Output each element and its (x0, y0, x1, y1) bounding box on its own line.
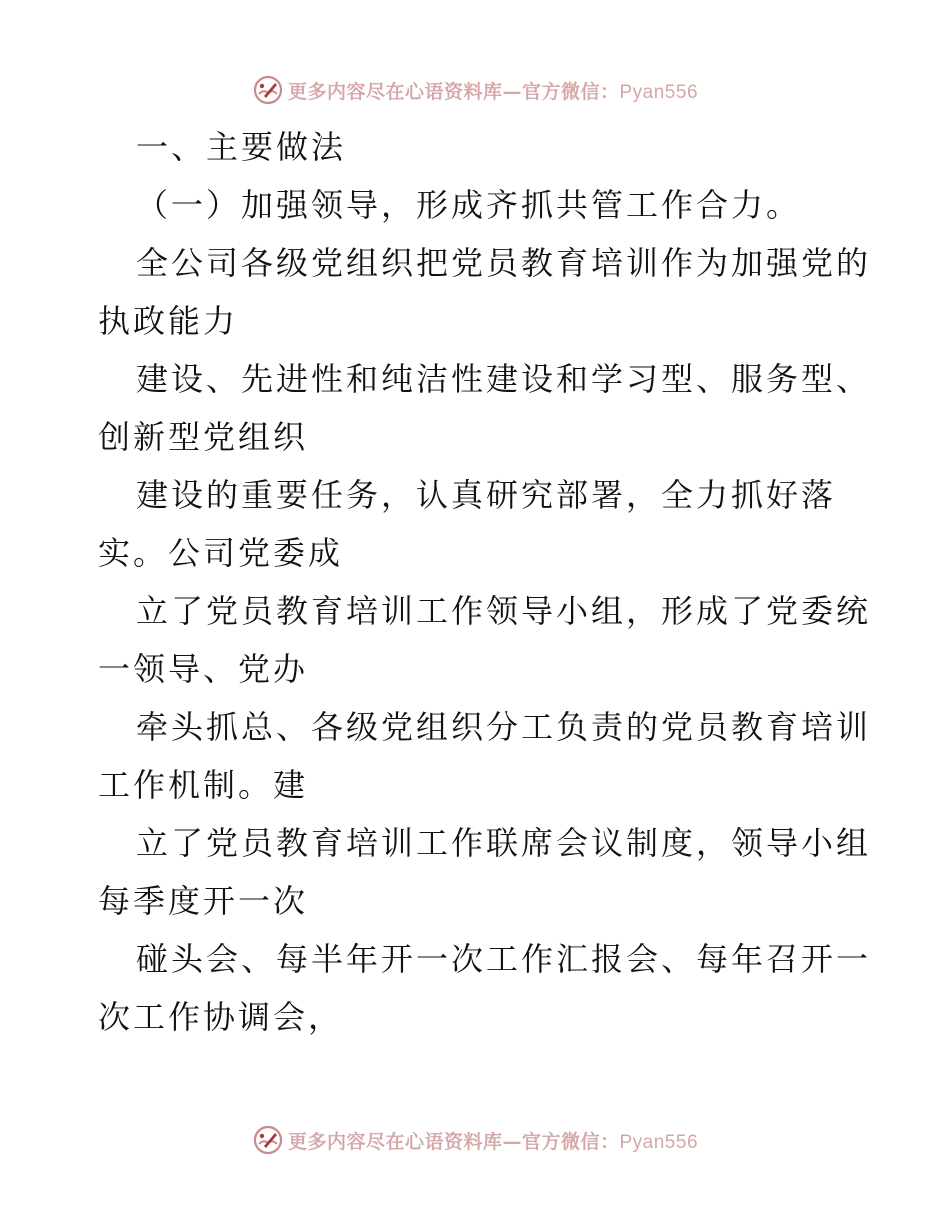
subsection-heading: （一）加强领导，形成齐抓共管工作合力。 (136, 186, 802, 224)
watermark-wechat-label: 官方微信： (521, 1130, 620, 1153)
paragraph-line: 牵头抓总、各级党组织分工负责的党员教育培训 (136, 708, 872, 746)
footer-watermark (0, 1122, 950, 1158)
watermark-text (288, 77, 698, 104)
document-body (98, 118, 872, 1046)
paragraph-line: 全公司各级党组织把党员教育培训作为加强党的 (136, 244, 872, 282)
paragraph-line: 立了党员教育培训工作领导小组，形成了党委统 (136, 592, 872, 630)
paragraph-line: 执政能力 (98, 302, 239, 340)
paragraph-line: 建设的重要任务，认真研究部署，全力抓好落 (136, 476, 837, 514)
paragraph-line: 工作机制。建 (98, 766, 309, 804)
paragraph-line: 建设、先进性和纯洁性建设和学习型、服务型、 (136, 360, 872, 398)
watermark-text (288, 1127, 698, 1154)
book-pen-logo-icon (252, 74, 284, 106)
paragraph-line: 实。公司党委成 (98, 534, 344, 572)
paragraph-line: 次工作协调会， (98, 998, 344, 1036)
paragraph-line: 每季度开一次 (98, 882, 309, 920)
paragraph-line: 碰头会、每半年开一次工作汇报会、每年召开一 (136, 940, 872, 978)
header-watermark (0, 72, 950, 108)
watermark-dash: — (502, 80, 522, 103)
watermark-wechat-label: 官方微信： (521, 80, 620, 103)
paragraph-line: 一领导、党办 (98, 650, 309, 688)
book-pen-logo-icon (252, 1124, 284, 1156)
watermark-site-text: 更多内容尽在心语资料库 (287, 1130, 503, 1153)
watermark-wechat-id: Pyan556 (619, 1131, 699, 1153)
watermark-wechat-id: Pyan556 (619, 81, 699, 103)
watermark-site-text: 更多内容尽在心语资料库 (287, 80, 503, 103)
section-heading: 一、主要做法 (136, 128, 347, 166)
paragraph-line: 创新型党组织 (98, 418, 309, 456)
watermark-dash: — (502, 1130, 522, 1153)
paragraph-line: 立了党员教育培训工作联席会议制度，领导小组 (136, 824, 872, 862)
